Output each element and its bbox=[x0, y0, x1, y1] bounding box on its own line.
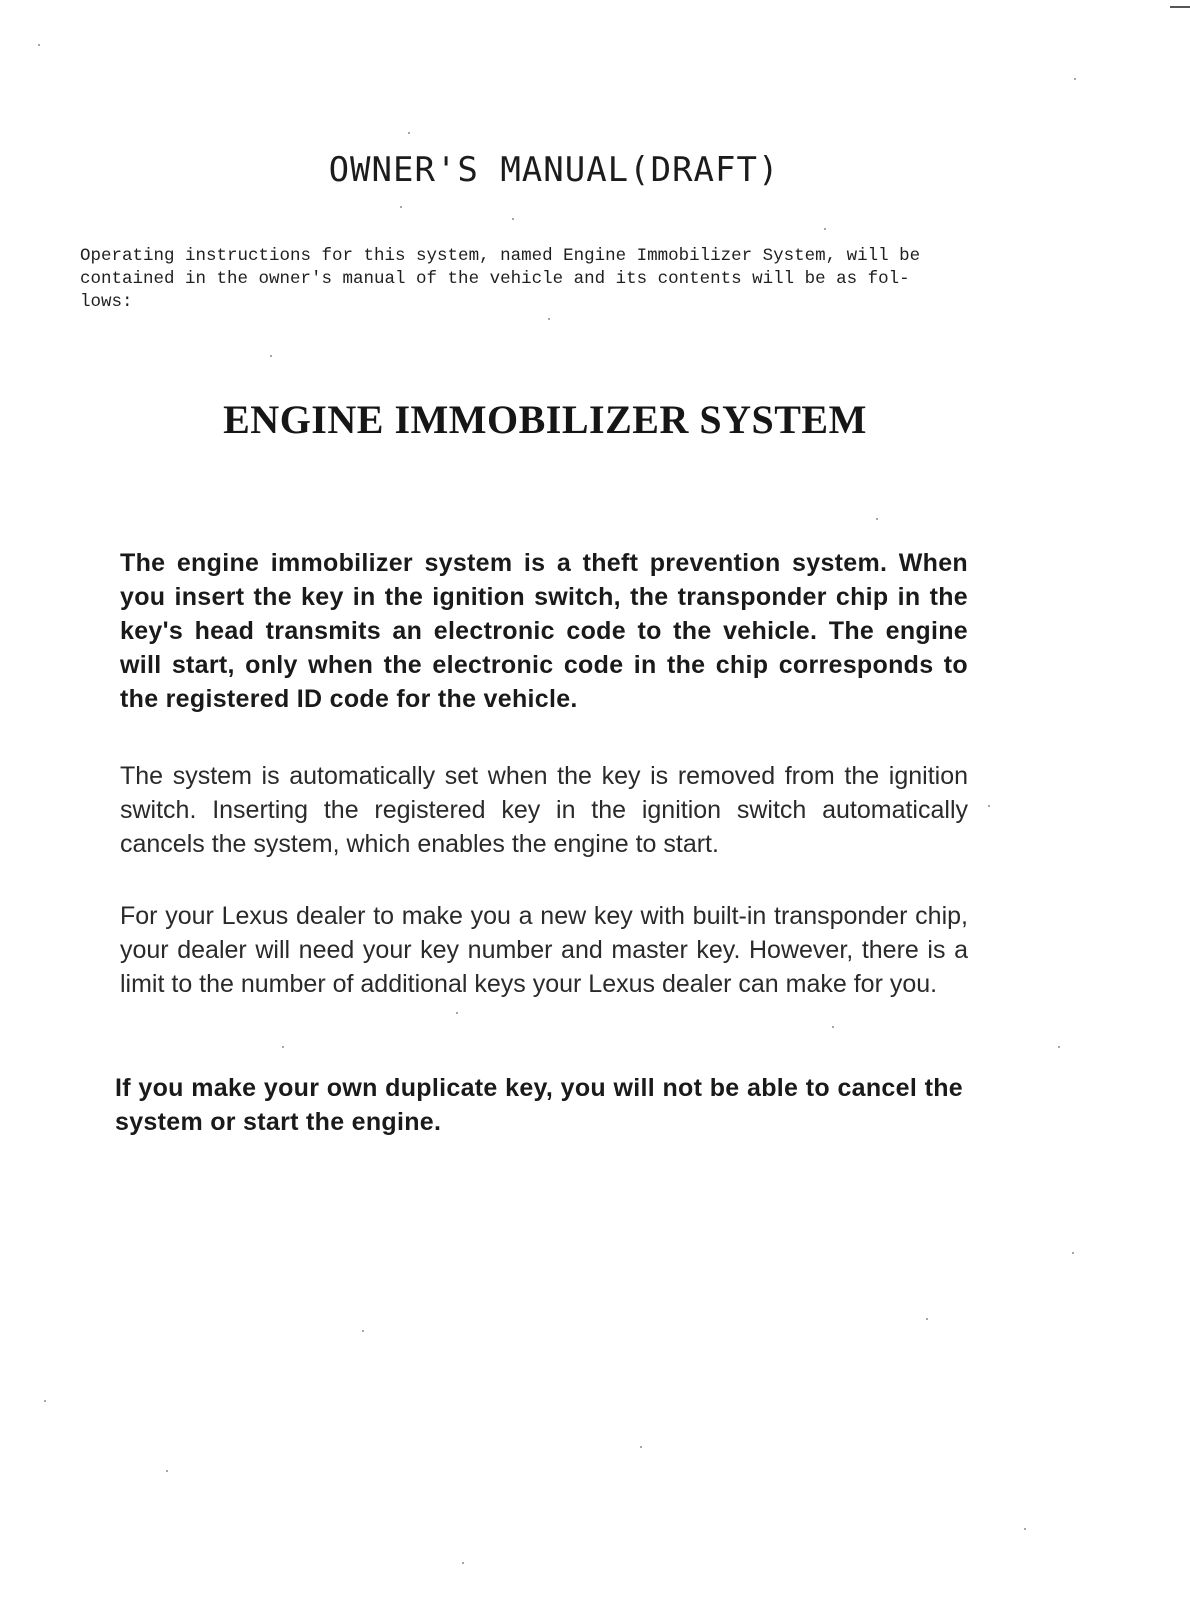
scan-speck bbox=[640, 1446, 642, 1448]
scan-speck bbox=[456, 1012, 458, 1014]
scan-speck bbox=[408, 132, 410, 134]
scan-mark bbox=[1170, 6, 1190, 8]
page-title: OWNER'S MANUAL(DRAFT) bbox=[328, 150, 780, 190]
paragraph-auto-set: The system is automatically set when the key is removed from the ignition switch. Inserting the registered key in the ignition switch automatically cancels the system, which enables the engine to start. bbox=[120, 762, 968, 858]
intro-text: Operating instructions for this system, named Engine Immobilizer System, will be contained in the owner's manual of the vehicle and its contents will be as fol- lows: bbox=[80, 246, 921, 312]
scan-speck bbox=[824, 228, 826, 230]
scan-speck bbox=[362, 1330, 364, 1332]
scan-speck bbox=[1058, 1046, 1060, 1048]
scan-speck bbox=[876, 518, 878, 520]
scan-speck bbox=[1072, 1252, 1074, 1254]
paragraph-new-key: For your Lexus dealer to make you a new key with built-in transponder chip, your dealer will need your key number and master key. However, there is a limit to the number of additional keys your Lexus dealer can make for you. bbox=[120, 902, 968, 998]
scan-speck bbox=[166, 1470, 168, 1472]
scan-speck bbox=[400, 206, 402, 208]
scan-speck bbox=[38, 44, 40, 46]
scan-speck bbox=[988, 805, 990, 807]
paragraph-theft-prevention: The engine immobilizer system is a theft prevention system. When you insert the key in the ignition switch, the transponder chip in the key's head transmits an electronic code to the vehicle. The engine will start, only when the electronic code in the chip corresponds to the registered ID code for the vehicle. bbox=[120, 549, 968, 713]
scan-speck bbox=[512, 218, 514, 220]
scan-speck bbox=[548, 318, 550, 320]
scan-speck bbox=[282, 1046, 284, 1048]
scan-speck bbox=[1024, 1528, 1026, 1530]
paragraph-duplicate-key: If you make your own duplicate key, you will not be able to cancel the system or start the engine. bbox=[115, 1074, 963, 1136]
scan-speck bbox=[832, 1026, 834, 1028]
scan-speck bbox=[270, 355, 272, 357]
scan-speck bbox=[926, 1318, 928, 1320]
scan-speck bbox=[1074, 78, 1076, 80]
section-heading: ENGINE IMMOBILIZER SYSTEM bbox=[223, 397, 867, 442]
scan-speck bbox=[462, 1562, 464, 1564]
scan-speck bbox=[44, 1400, 46, 1402]
